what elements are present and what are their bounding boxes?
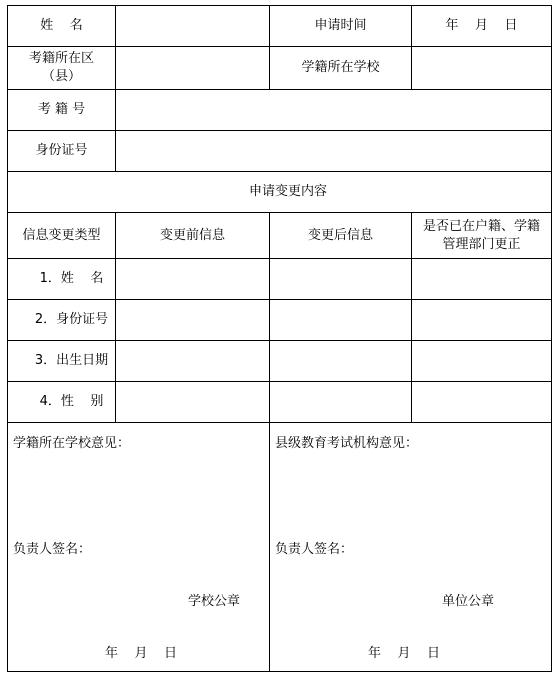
change-type-gender: 4．性 别 <box>8 382 116 423</box>
updated-birthdate-field[interactable] <box>412 341 552 382</box>
change-type-header: 信息变更类型 <box>8 213 116 259</box>
change-type-birthdate: 3．出生日期 <box>8 341 116 382</box>
exam-number-field[interactable] <box>116 90 552 131</box>
change-row <box>8 259 552 300</box>
change-content-label: 申请变更内容 <box>8 172 552 213</box>
row-exam-number <box>8 90 552 131</box>
school-field[interactable] <box>412 47 552 90</box>
before-birthdate-field[interactable] <box>116 341 270 382</box>
before-name-field[interactable] <box>116 259 270 300</box>
county-opinion-title: 县级教育考试机构意见： <box>275 436 419 451</box>
row-change-header <box>8 213 552 259</box>
county-date-label: 年 月 日 <box>368 646 441 661</box>
before-info-header: 变更前信息 <box>116 213 270 259</box>
name-field[interactable] <box>116 6 270 47</box>
exam-district-label-line2: （县） <box>41 69 81 84</box>
change-type-name: 1．姓 名 <box>8 259 116 300</box>
change-type-id-number: 2．身份证号 <box>8 300 116 341</box>
school-signature-label: 负责人签名： <box>13 542 92 557</box>
row-district <box>8 47 552 90</box>
exam-district-field[interactable] <box>116 47 270 90</box>
change-row <box>8 341 552 382</box>
school-opinion-title: 学籍所在学校意见： <box>13 436 131 451</box>
after-birthdate-field[interactable] <box>270 341 412 382</box>
apply-date-field[interactable]: 年 月 日 <box>412 6 552 47</box>
school-opinion-box[interactable] <box>8 423 270 672</box>
before-gender-field[interactable] <box>116 382 270 423</box>
after-name-field[interactable] <box>270 259 412 300</box>
updated-header-line1: 是否已在户籍、学籍 <box>422 218 540 234</box>
row-opinions <box>8 423 552 672</box>
exam-district-label <box>8 47 116 90</box>
county-seal-label: 单位公章 <box>442 594 495 609</box>
updated-id-field[interactable] <box>412 300 552 341</box>
row-name <box>8 6 552 47</box>
exam-number-label: 考 籍 号 <box>8 90 116 131</box>
before-id-field[interactable] <box>116 300 270 341</box>
after-gender-field[interactable] <box>270 382 412 423</box>
updated-header <box>412 213 552 259</box>
updated-name-field[interactable] <box>412 259 552 300</box>
school-seal-label: 学校公章 <box>188 594 241 609</box>
school-date-label: 年 月 日 <box>105 646 178 661</box>
change-row <box>8 382 552 423</box>
exam-district-label-line1: 考籍所在区 <box>28 51 94 66</box>
form-table <box>7 5 552 672</box>
id-number-field[interactable] <box>116 131 552 172</box>
name-label: 姓 名 <box>8 6 116 47</box>
apply-time-label: 申请时间 <box>270 6 412 47</box>
id-number-label: 身份证号 <box>8 131 116 172</box>
after-info-header: 变更后信息 <box>270 213 412 259</box>
county-signature-label: 负责人签名： <box>275 542 354 557</box>
updated-gender-field[interactable] <box>412 382 552 423</box>
updated-header-line2: 管理部门更正 <box>442 236 521 252</box>
county-opinion-box[interactable] <box>270 423 552 672</box>
change-row <box>8 300 552 341</box>
school-label: 学籍所在学校 <box>270 47 412 90</box>
row-change-content <box>8 172 552 213</box>
after-id-field[interactable] <box>270 300 412 341</box>
row-id-number <box>8 131 552 172</box>
